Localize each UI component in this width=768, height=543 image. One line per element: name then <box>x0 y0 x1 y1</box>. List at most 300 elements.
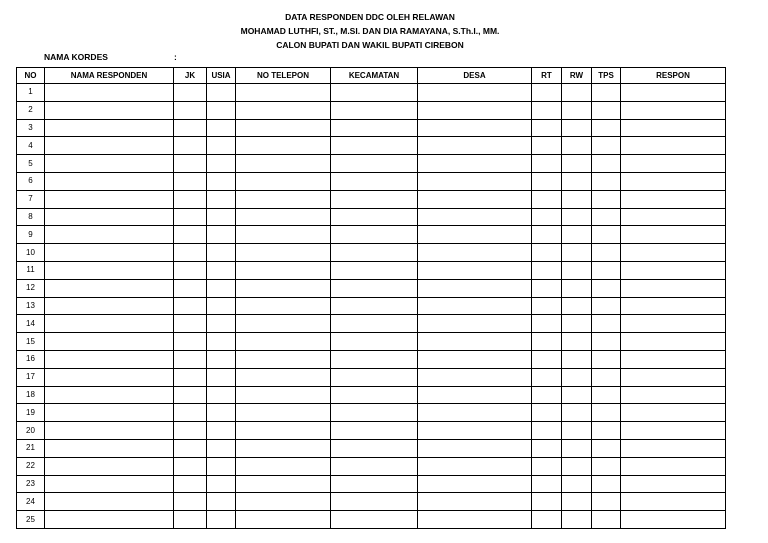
table-cell <box>592 155 621 173</box>
table-cell <box>331 155 418 173</box>
table-cell <box>174 244 207 262</box>
row-number: 4 <box>17 137 45 155</box>
table-cell <box>621 190 726 208</box>
table-cell <box>621 84 726 102</box>
table-cell <box>207 386 236 404</box>
table-cell <box>562 404 592 422</box>
column-header: RW <box>562 68 592 84</box>
table-cell <box>532 368 562 386</box>
table-cell <box>207 155 236 173</box>
table-cell <box>174 84 207 102</box>
table-cell <box>174 172 207 190</box>
table-cell <box>532 350 562 368</box>
table-cell <box>418 84 532 102</box>
table-cell <box>592 422 621 440</box>
table-cell <box>418 386 532 404</box>
table-cell <box>562 457 592 475</box>
row-number: 22 <box>17 457 45 475</box>
table-cell <box>236 84 331 102</box>
table-cell <box>532 386 562 404</box>
table-cell <box>207 208 236 226</box>
table-cell <box>621 297 726 315</box>
table-cell <box>562 155 592 173</box>
column-header: DESA <box>418 68 532 84</box>
row-number: 7 <box>17 190 45 208</box>
table-cell <box>236 404 331 422</box>
table-cell <box>331 475 418 493</box>
table-cell <box>331 457 418 475</box>
table-cell <box>207 511 236 529</box>
row-number: 9 <box>17 226 45 244</box>
table-cell <box>45 190 174 208</box>
table-cell <box>592 511 621 529</box>
table-cell <box>207 226 236 244</box>
table-cell <box>532 475 562 493</box>
table-cell <box>418 190 532 208</box>
table-cell <box>592 333 621 351</box>
table-cell <box>532 511 562 529</box>
table-row <box>17 190 726 208</box>
table-cell <box>207 475 236 493</box>
table-cell <box>236 244 331 262</box>
table-cell <box>207 315 236 333</box>
table-cell <box>562 422 592 440</box>
table-row <box>17 493 726 511</box>
table-cell <box>331 493 418 511</box>
table-cell <box>207 422 236 440</box>
table-cell <box>331 315 418 333</box>
table-cell <box>174 333 207 351</box>
row-number: 20 <box>17 422 45 440</box>
row-number: 10 <box>17 244 45 262</box>
table-cell <box>45 404 174 422</box>
table-cell <box>418 226 532 244</box>
table-cell <box>45 439 174 457</box>
table-cell <box>621 422 726 440</box>
table-cell <box>418 493 532 511</box>
table-cell <box>45 261 174 279</box>
column-header: JK <box>174 68 207 84</box>
table-cell <box>621 261 726 279</box>
table-cell <box>174 422 207 440</box>
table-cell <box>236 297 331 315</box>
table-cell <box>532 244 562 262</box>
table-row <box>17 137 726 155</box>
table-cell <box>592 386 621 404</box>
table-cell <box>562 190 592 208</box>
table-cell <box>207 297 236 315</box>
table-cell <box>621 439 726 457</box>
table-cell <box>207 457 236 475</box>
table-cell <box>207 190 236 208</box>
table-cell <box>532 315 562 333</box>
table-cell <box>418 315 532 333</box>
table-cell <box>592 439 621 457</box>
table-cell <box>236 368 331 386</box>
table-header-row <box>17 68 726 84</box>
table-cell <box>562 208 592 226</box>
table-row <box>17 279 726 297</box>
table-cell <box>236 333 331 351</box>
table-cell <box>207 439 236 457</box>
table-cell <box>621 386 726 404</box>
table-cell <box>532 190 562 208</box>
table-cell <box>562 333 592 351</box>
table-cell <box>174 493 207 511</box>
table-cell <box>532 297 562 315</box>
table-cell <box>621 404 726 422</box>
table-cell <box>45 297 174 315</box>
kordes-colon: : <box>174 52 177 62</box>
row-number: 15 <box>17 333 45 351</box>
row-number: 17 <box>17 368 45 386</box>
table-cell <box>174 475 207 493</box>
table-cell <box>532 404 562 422</box>
row-number: 6 <box>17 172 45 190</box>
table-cell <box>45 368 174 386</box>
table-cell <box>174 297 207 315</box>
kordes-field <box>44 52 177 62</box>
table-cell <box>174 457 207 475</box>
table-cell <box>562 493 592 511</box>
table-row <box>17 368 726 386</box>
table-cell <box>592 137 621 155</box>
table-cell <box>45 386 174 404</box>
table-cell <box>331 439 418 457</box>
table-cell <box>621 279 726 297</box>
table-row <box>17 475 726 493</box>
table-cell <box>207 279 236 297</box>
table-cell <box>621 457 726 475</box>
row-number: 8 <box>17 208 45 226</box>
column-header: RT <box>532 68 562 84</box>
table-row <box>17 226 726 244</box>
table-cell <box>592 226 621 244</box>
table-cell <box>562 244 592 262</box>
table-row <box>17 244 726 262</box>
table-cell <box>418 155 532 173</box>
table-cell <box>532 101 562 119</box>
table-cell <box>236 315 331 333</box>
table-cell <box>174 404 207 422</box>
table-cell <box>592 172 621 190</box>
table-row <box>17 511 726 529</box>
table-row <box>17 333 726 351</box>
table-cell <box>418 475 532 493</box>
row-number: 24 <box>17 493 45 511</box>
table-cell <box>532 439 562 457</box>
column-header: NAMA RESPONDEN <box>45 68 174 84</box>
row-number: 16 <box>17 350 45 368</box>
table-cell <box>45 475 174 493</box>
table-cell <box>45 155 174 173</box>
table-cell <box>621 511 726 529</box>
table-cell <box>236 350 331 368</box>
table-row <box>17 439 726 457</box>
column-header: RESPON <box>621 68 726 84</box>
table-cell <box>331 244 418 262</box>
table-cell <box>236 190 331 208</box>
table-cell <box>207 493 236 511</box>
table-row <box>17 261 726 279</box>
table-cell <box>532 137 562 155</box>
table-cell <box>562 261 592 279</box>
table-cell <box>418 101 532 119</box>
table-cell <box>418 244 532 262</box>
row-number: 11 <box>17 261 45 279</box>
column-header: KECAMATAN <box>331 68 418 84</box>
table-cell <box>562 226 592 244</box>
table-cell <box>207 101 236 119</box>
table-cell <box>418 457 532 475</box>
table-row <box>17 208 726 226</box>
table-cell <box>331 172 418 190</box>
table-row <box>17 84 726 102</box>
table-cell <box>592 261 621 279</box>
row-number: 5 <box>17 155 45 173</box>
table-cell <box>45 422 174 440</box>
table-cell <box>236 511 331 529</box>
table-cell <box>592 279 621 297</box>
table-cell <box>331 261 418 279</box>
kordes-label: NAMA KORDES <box>44 52 108 62</box>
table-row <box>17 119 726 137</box>
table-cell <box>331 190 418 208</box>
table-cell <box>45 457 174 475</box>
row-number: 14 <box>17 315 45 333</box>
table-cell <box>621 368 726 386</box>
table-cell <box>45 333 174 351</box>
table-cell <box>174 261 207 279</box>
table-cell <box>331 404 418 422</box>
respondent-table <box>16 67 726 529</box>
table-cell <box>207 119 236 137</box>
table-cell <box>45 226 174 244</box>
table-cell <box>532 422 562 440</box>
candidate-names: MOHAMAD LUTHFI, ST., M.SI. DAN DIA RAMAYANA, S.Th.I., MM. <box>240 26 500 36</box>
row-number: 3 <box>17 119 45 137</box>
table-cell <box>592 101 621 119</box>
table-cell <box>236 475 331 493</box>
table-cell <box>562 172 592 190</box>
table-cell <box>207 172 236 190</box>
table-cell <box>418 137 532 155</box>
table-cell <box>562 84 592 102</box>
table-cell <box>532 457 562 475</box>
table-cell <box>331 368 418 386</box>
table-cell <box>532 226 562 244</box>
table-cell <box>207 84 236 102</box>
table-cell <box>207 333 236 351</box>
table-cell <box>331 350 418 368</box>
table-cell <box>621 350 726 368</box>
table-cell <box>621 226 726 244</box>
table-cell <box>236 137 331 155</box>
table-cell <box>621 244 726 262</box>
table-cell <box>562 511 592 529</box>
table-cell <box>45 350 174 368</box>
table-cell <box>45 101 174 119</box>
row-number: 18 <box>17 386 45 404</box>
table-cell <box>418 422 532 440</box>
row-number: 25 <box>17 511 45 529</box>
table-cell <box>331 297 418 315</box>
table-cell <box>45 493 174 511</box>
table-cell <box>174 208 207 226</box>
table-cell <box>331 422 418 440</box>
table-cell <box>621 493 726 511</box>
table-cell <box>331 226 418 244</box>
table-cell <box>621 208 726 226</box>
table-cell <box>592 208 621 226</box>
table-cell <box>236 172 331 190</box>
table-cell <box>331 101 418 119</box>
row-number: 13 <box>17 297 45 315</box>
table-cell <box>174 439 207 457</box>
table-cell <box>236 439 331 457</box>
table-cell <box>45 244 174 262</box>
table-cell <box>592 119 621 137</box>
table-cell <box>562 368 592 386</box>
table-row <box>17 422 726 440</box>
column-header: USIA <box>207 68 236 84</box>
table-cell <box>174 190 207 208</box>
table-cell <box>592 493 621 511</box>
table-cell <box>592 244 621 262</box>
table-cell <box>45 119 174 137</box>
table-cell <box>174 315 207 333</box>
table-row <box>17 172 726 190</box>
table-cell <box>207 261 236 279</box>
table-cell <box>621 475 726 493</box>
table-body <box>17 84 726 529</box>
table-cell <box>236 155 331 173</box>
table-cell <box>562 119 592 137</box>
table-cell <box>418 172 532 190</box>
row-number: 12 <box>17 279 45 297</box>
table-cell <box>236 261 331 279</box>
form-title: DATA RESPONDEN DDC OLEH RELAWAN <box>285 12 455 22</box>
table-cell <box>45 279 174 297</box>
table-cell <box>174 226 207 244</box>
table-cell <box>236 493 331 511</box>
table-cell <box>592 368 621 386</box>
table-cell <box>174 279 207 297</box>
table-cell <box>45 84 174 102</box>
table-cell <box>562 350 592 368</box>
table-cell <box>592 315 621 333</box>
column-header: TPS <box>592 68 621 84</box>
table-row <box>17 155 726 173</box>
table-cell <box>236 457 331 475</box>
table-cell <box>207 244 236 262</box>
table-cell <box>562 439 592 457</box>
table-cell <box>174 386 207 404</box>
table-cell <box>418 208 532 226</box>
table-cell <box>174 155 207 173</box>
table-cell <box>331 84 418 102</box>
table-cell <box>45 137 174 155</box>
row-number: 1 <box>17 84 45 102</box>
table-cell <box>418 511 532 529</box>
table-cell <box>207 404 236 422</box>
table-cell <box>418 350 532 368</box>
table-cell <box>592 475 621 493</box>
table-cell <box>45 172 174 190</box>
table-cell <box>207 137 236 155</box>
table-cell <box>174 101 207 119</box>
table-cell <box>621 172 726 190</box>
table-cell <box>532 493 562 511</box>
table-cell <box>592 297 621 315</box>
table-cell <box>331 119 418 137</box>
table-cell <box>207 368 236 386</box>
candidate-position: CALON BUPATI DAN WAKIL BUPATI CIREBON <box>276 40 464 50</box>
table-cell <box>621 101 726 119</box>
table-cell <box>592 84 621 102</box>
table-cell <box>532 172 562 190</box>
table-row <box>17 297 726 315</box>
table-cell <box>236 279 331 297</box>
table-row <box>17 386 726 404</box>
table-cell <box>621 137 726 155</box>
table-cell <box>532 84 562 102</box>
table-cell <box>331 137 418 155</box>
table-cell <box>532 208 562 226</box>
table-cell <box>236 226 331 244</box>
table-cell <box>331 386 418 404</box>
table-cell <box>418 368 532 386</box>
table-cell <box>532 155 562 173</box>
row-number: 2 <box>17 101 45 119</box>
table-cell <box>174 350 207 368</box>
table-cell <box>418 279 532 297</box>
table-cell <box>621 333 726 351</box>
table-cell <box>621 155 726 173</box>
table-cell <box>562 315 592 333</box>
table-cell <box>174 119 207 137</box>
table-cell <box>331 333 418 351</box>
table-cell <box>621 315 726 333</box>
table-cell <box>532 261 562 279</box>
table-cell <box>207 350 236 368</box>
table-cell <box>592 404 621 422</box>
column-header: NO <box>17 68 45 84</box>
table-cell <box>236 208 331 226</box>
table-cell <box>45 511 174 529</box>
table-cell <box>562 137 592 155</box>
table-cell <box>418 297 532 315</box>
table-cell <box>621 119 726 137</box>
table-cell <box>532 279 562 297</box>
table-cell <box>45 315 174 333</box>
table-cell <box>174 511 207 529</box>
table-cell <box>331 511 418 529</box>
table-row <box>17 101 726 119</box>
form-header <box>0 10 740 52</box>
row-number: 21 <box>17 439 45 457</box>
table-cell <box>174 368 207 386</box>
table-row <box>17 404 726 422</box>
table-cell <box>562 475 592 493</box>
column-header: NO TELEPON <box>236 68 331 84</box>
table-cell <box>418 439 532 457</box>
table-cell <box>592 350 621 368</box>
table-cell <box>562 297 592 315</box>
table-row <box>17 350 726 368</box>
table-cell <box>532 119 562 137</box>
table-cell <box>592 457 621 475</box>
